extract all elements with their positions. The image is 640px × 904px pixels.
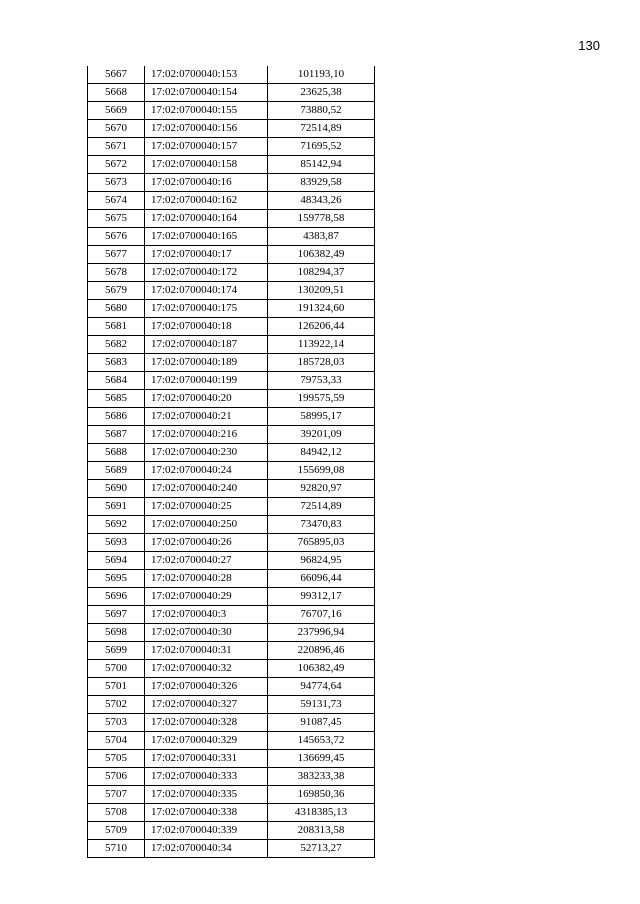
row-number-cell: 5679 [88,282,145,300]
table-row [88,570,375,588]
value-cell: 91087,45 [268,714,375,732]
cadastral-number-cell: 17:02:0700040:230 [145,444,268,462]
table-row [88,66,375,84]
value-cell: 72514,89 [268,498,375,516]
row-number-cell: 5686 [88,408,145,426]
value-cell: 73880,52 [268,102,375,120]
value-cell: 58995,17 [268,408,375,426]
value-cell: 72514,89 [268,120,375,138]
cadastral-number-cell: 17:02:0700040:154 [145,84,268,102]
table-row [88,552,375,570]
table-row [88,696,375,714]
cadastral-number-cell: 17:02:0700040:17 [145,246,268,264]
value-cell: 92820,97 [268,480,375,498]
table-row [88,768,375,786]
table-row [88,336,375,354]
value-cell: 136699,45 [268,750,375,768]
value-cell: 220896,46 [268,642,375,660]
value-cell: 73470,83 [268,516,375,534]
table-row [88,282,375,300]
row-number-cell: 5676 [88,228,145,246]
row-number-cell: 5672 [88,156,145,174]
cadastral-number-cell: 17:02:0700040:339 [145,822,268,840]
row-number-cell: 5691 [88,498,145,516]
value-cell: 106382,49 [268,246,375,264]
value-cell: 765895,03 [268,534,375,552]
cadastral-number-cell: 17:02:0700040:29 [145,588,268,606]
row-number-cell: 5694 [88,552,145,570]
table-row [88,372,375,390]
cadastral-number-cell: 17:02:0700040:28 [145,570,268,588]
value-cell: 159778,58 [268,210,375,228]
value-cell: 4383,87 [268,228,375,246]
table-row [88,426,375,444]
row-number-cell: 5698 [88,624,145,642]
value-cell: 66096,44 [268,570,375,588]
table-row [88,318,375,336]
cadastral-number-cell: 17:02:0700040:34 [145,840,268,858]
cadastral-number-cell: 17:02:0700040:174 [145,282,268,300]
row-number-cell: 5688 [88,444,145,462]
row-number-cell: 5690 [88,480,145,498]
row-number-cell: 5682 [88,336,145,354]
row-number-cell: 5681 [88,318,145,336]
parcel-table [87,66,375,858]
value-cell: 106382,49 [268,660,375,678]
table-row [88,534,375,552]
cadastral-number-cell: 17:02:0700040:162 [145,192,268,210]
row-number-cell: 5710 [88,840,145,858]
table-row [88,714,375,732]
value-cell: 52713,27 [268,840,375,858]
page-number: 130 [578,38,600,53]
cadastral-number-cell: 17:02:0700040:172 [145,264,268,282]
cadastral-number-cell: 17:02:0700040:21 [145,408,268,426]
cadastral-number-cell: 17:02:0700040:156 [145,120,268,138]
cadastral-number-cell: 17:02:0700040:329 [145,732,268,750]
cadastral-number-cell: 17:02:0700040:153 [145,66,268,84]
cadastral-number-cell: 17:02:0700040:338 [145,804,268,822]
row-number-cell: 5680 [88,300,145,318]
cadastral-number-cell: 17:02:0700040:3 [145,606,268,624]
row-number-cell: 5693 [88,534,145,552]
row-number-cell: 5673 [88,174,145,192]
value-cell: 23625,38 [268,84,375,102]
table-row [88,174,375,192]
row-number-cell: 5704 [88,732,145,750]
value-cell: 85142,94 [268,156,375,174]
row-number-cell: 5705 [88,750,145,768]
cadastral-number-cell: 17:02:0700040:328 [145,714,268,732]
table-row [88,390,375,408]
cadastral-number-cell: 17:02:0700040:27 [145,552,268,570]
cadastral-number-cell: 17:02:0700040:18 [145,318,268,336]
row-number-cell: 5701 [88,678,145,696]
value-cell: 208313,58 [268,822,375,840]
row-number-cell: 5674 [88,192,145,210]
value-cell: 101193,10 [268,66,375,84]
cadastral-number-cell: 17:02:0700040:175 [145,300,268,318]
cadastral-number-cell: 17:02:0700040:25 [145,498,268,516]
cadastral-number-cell: 17:02:0700040:199 [145,372,268,390]
table-row [88,84,375,102]
row-number-cell: 5668 [88,84,145,102]
value-cell: 145653,72 [268,732,375,750]
cadastral-number-cell: 17:02:0700040:32 [145,660,268,678]
value-cell: 99312,17 [268,588,375,606]
row-number-cell: 5671 [88,138,145,156]
value-cell: 96824,95 [268,552,375,570]
cadastral-number-cell: 17:02:0700040:326 [145,678,268,696]
row-number-cell: 5706 [88,768,145,786]
table-row [88,156,375,174]
table-row [88,480,375,498]
row-number-cell: 5702 [88,696,145,714]
cadastral-number-cell: 17:02:0700040:333 [145,768,268,786]
table-row [88,660,375,678]
table-row [88,246,375,264]
cadastral-number-cell: 17:02:0700040:216 [145,426,268,444]
row-number-cell: 5687 [88,426,145,444]
value-cell: 237996,94 [268,624,375,642]
table-row [88,678,375,696]
value-cell: 79753,33 [268,372,375,390]
cadastral-number-cell: 17:02:0700040:31 [145,642,268,660]
cadastral-number-cell: 17:02:0700040:30 [145,624,268,642]
table-row [88,210,375,228]
value-cell: 39201,09 [268,426,375,444]
row-number-cell: 5683 [88,354,145,372]
row-number-cell: 5670 [88,120,145,138]
value-cell: 59131,73 [268,696,375,714]
value-cell: 169850,36 [268,786,375,804]
cadastral-number-cell: 17:02:0700040:20 [145,390,268,408]
row-number-cell: 5703 [88,714,145,732]
row-number-cell: 5697 [88,606,145,624]
row-number-cell: 5700 [88,660,145,678]
table-row [88,516,375,534]
cadastral-number-cell: 17:02:0700040:24 [145,462,268,480]
table-row [88,732,375,750]
value-cell: 383233,38 [268,768,375,786]
row-number-cell: 5685 [88,390,145,408]
value-cell: 199575,59 [268,390,375,408]
table-row [88,354,375,372]
cadastral-number-cell: 17:02:0700040:26 [145,534,268,552]
cadastral-number-cell: 17:02:0700040:158 [145,156,268,174]
row-number-cell: 5667 [88,66,145,84]
row-number-cell: 5707 [88,786,145,804]
table-row [88,408,375,426]
value-cell: 113922,14 [268,336,375,354]
cadastral-number-cell: 17:02:0700040:327 [145,696,268,714]
row-number-cell: 5684 [88,372,145,390]
table-row [88,120,375,138]
table-row [88,822,375,840]
row-number-cell: 5709 [88,822,145,840]
table-row [88,444,375,462]
value-cell: 76707,16 [268,606,375,624]
row-number-cell: 5696 [88,588,145,606]
value-cell: 84942,12 [268,444,375,462]
cadastral-number-cell: 17:02:0700040:155 [145,102,268,120]
row-number-cell: 5675 [88,210,145,228]
table-row [88,462,375,480]
row-number-cell: 5678 [88,264,145,282]
row-number-cell: 5689 [88,462,145,480]
value-cell: 83929,58 [268,174,375,192]
table-row [88,264,375,282]
value-cell: 48343,26 [268,192,375,210]
row-number-cell: 5699 [88,642,145,660]
table-row [88,102,375,120]
cadastral-number-cell: 17:02:0700040:331 [145,750,268,768]
table-row [88,786,375,804]
row-number-cell: 5677 [88,246,145,264]
cadastral-number-cell: 17:02:0700040:16 [145,174,268,192]
value-cell: 185728,03 [268,354,375,372]
value-cell: 108294,37 [268,264,375,282]
cadastral-number-cell: 17:02:0700040:187 [145,336,268,354]
cadastral-number-cell: 17:02:0700040:250 [145,516,268,534]
row-number-cell: 5695 [88,570,145,588]
cadastral-number-cell: 17:02:0700040:240 [145,480,268,498]
cadastral-number-cell: 17:02:0700040:335 [145,786,268,804]
cadastral-number-cell: 17:02:0700040:165 [145,228,268,246]
table-row [88,192,375,210]
value-cell: 71695,52 [268,138,375,156]
table-row [88,624,375,642]
cadastral-number-cell: 17:02:0700040:157 [145,138,268,156]
table-row [88,840,375,858]
table-row [88,138,375,156]
row-number-cell: 5692 [88,516,145,534]
value-cell: 191324,60 [268,300,375,318]
value-cell: 155699,08 [268,462,375,480]
table-row [88,588,375,606]
value-cell: 94774,64 [268,678,375,696]
value-cell: 130209,51 [268,282,375,300]
cadastral-number-cell: 17:02:0700040:164 [145,210,268,228]
row-number-cell: 5708 [88,804,145,822]
table-body [88,66,375,858]
value-cell: 126206,44 [268,318,375,336]
value-cell: 4318385,13 [268,804,375,822]
table-row [88,750,375,768]
table-row [88,498,375,516]
table-row [88,804,375,822]
table-row [88,642,375,660]
cadastral-number-cell: 17:02:0700040:189 [145,354,268,372]
table-row [88,228,375,246]
table-row [88,606,375,624]
row-number-cell: 5669 [88,102,145,120]
table-row [88,300,375,318]
